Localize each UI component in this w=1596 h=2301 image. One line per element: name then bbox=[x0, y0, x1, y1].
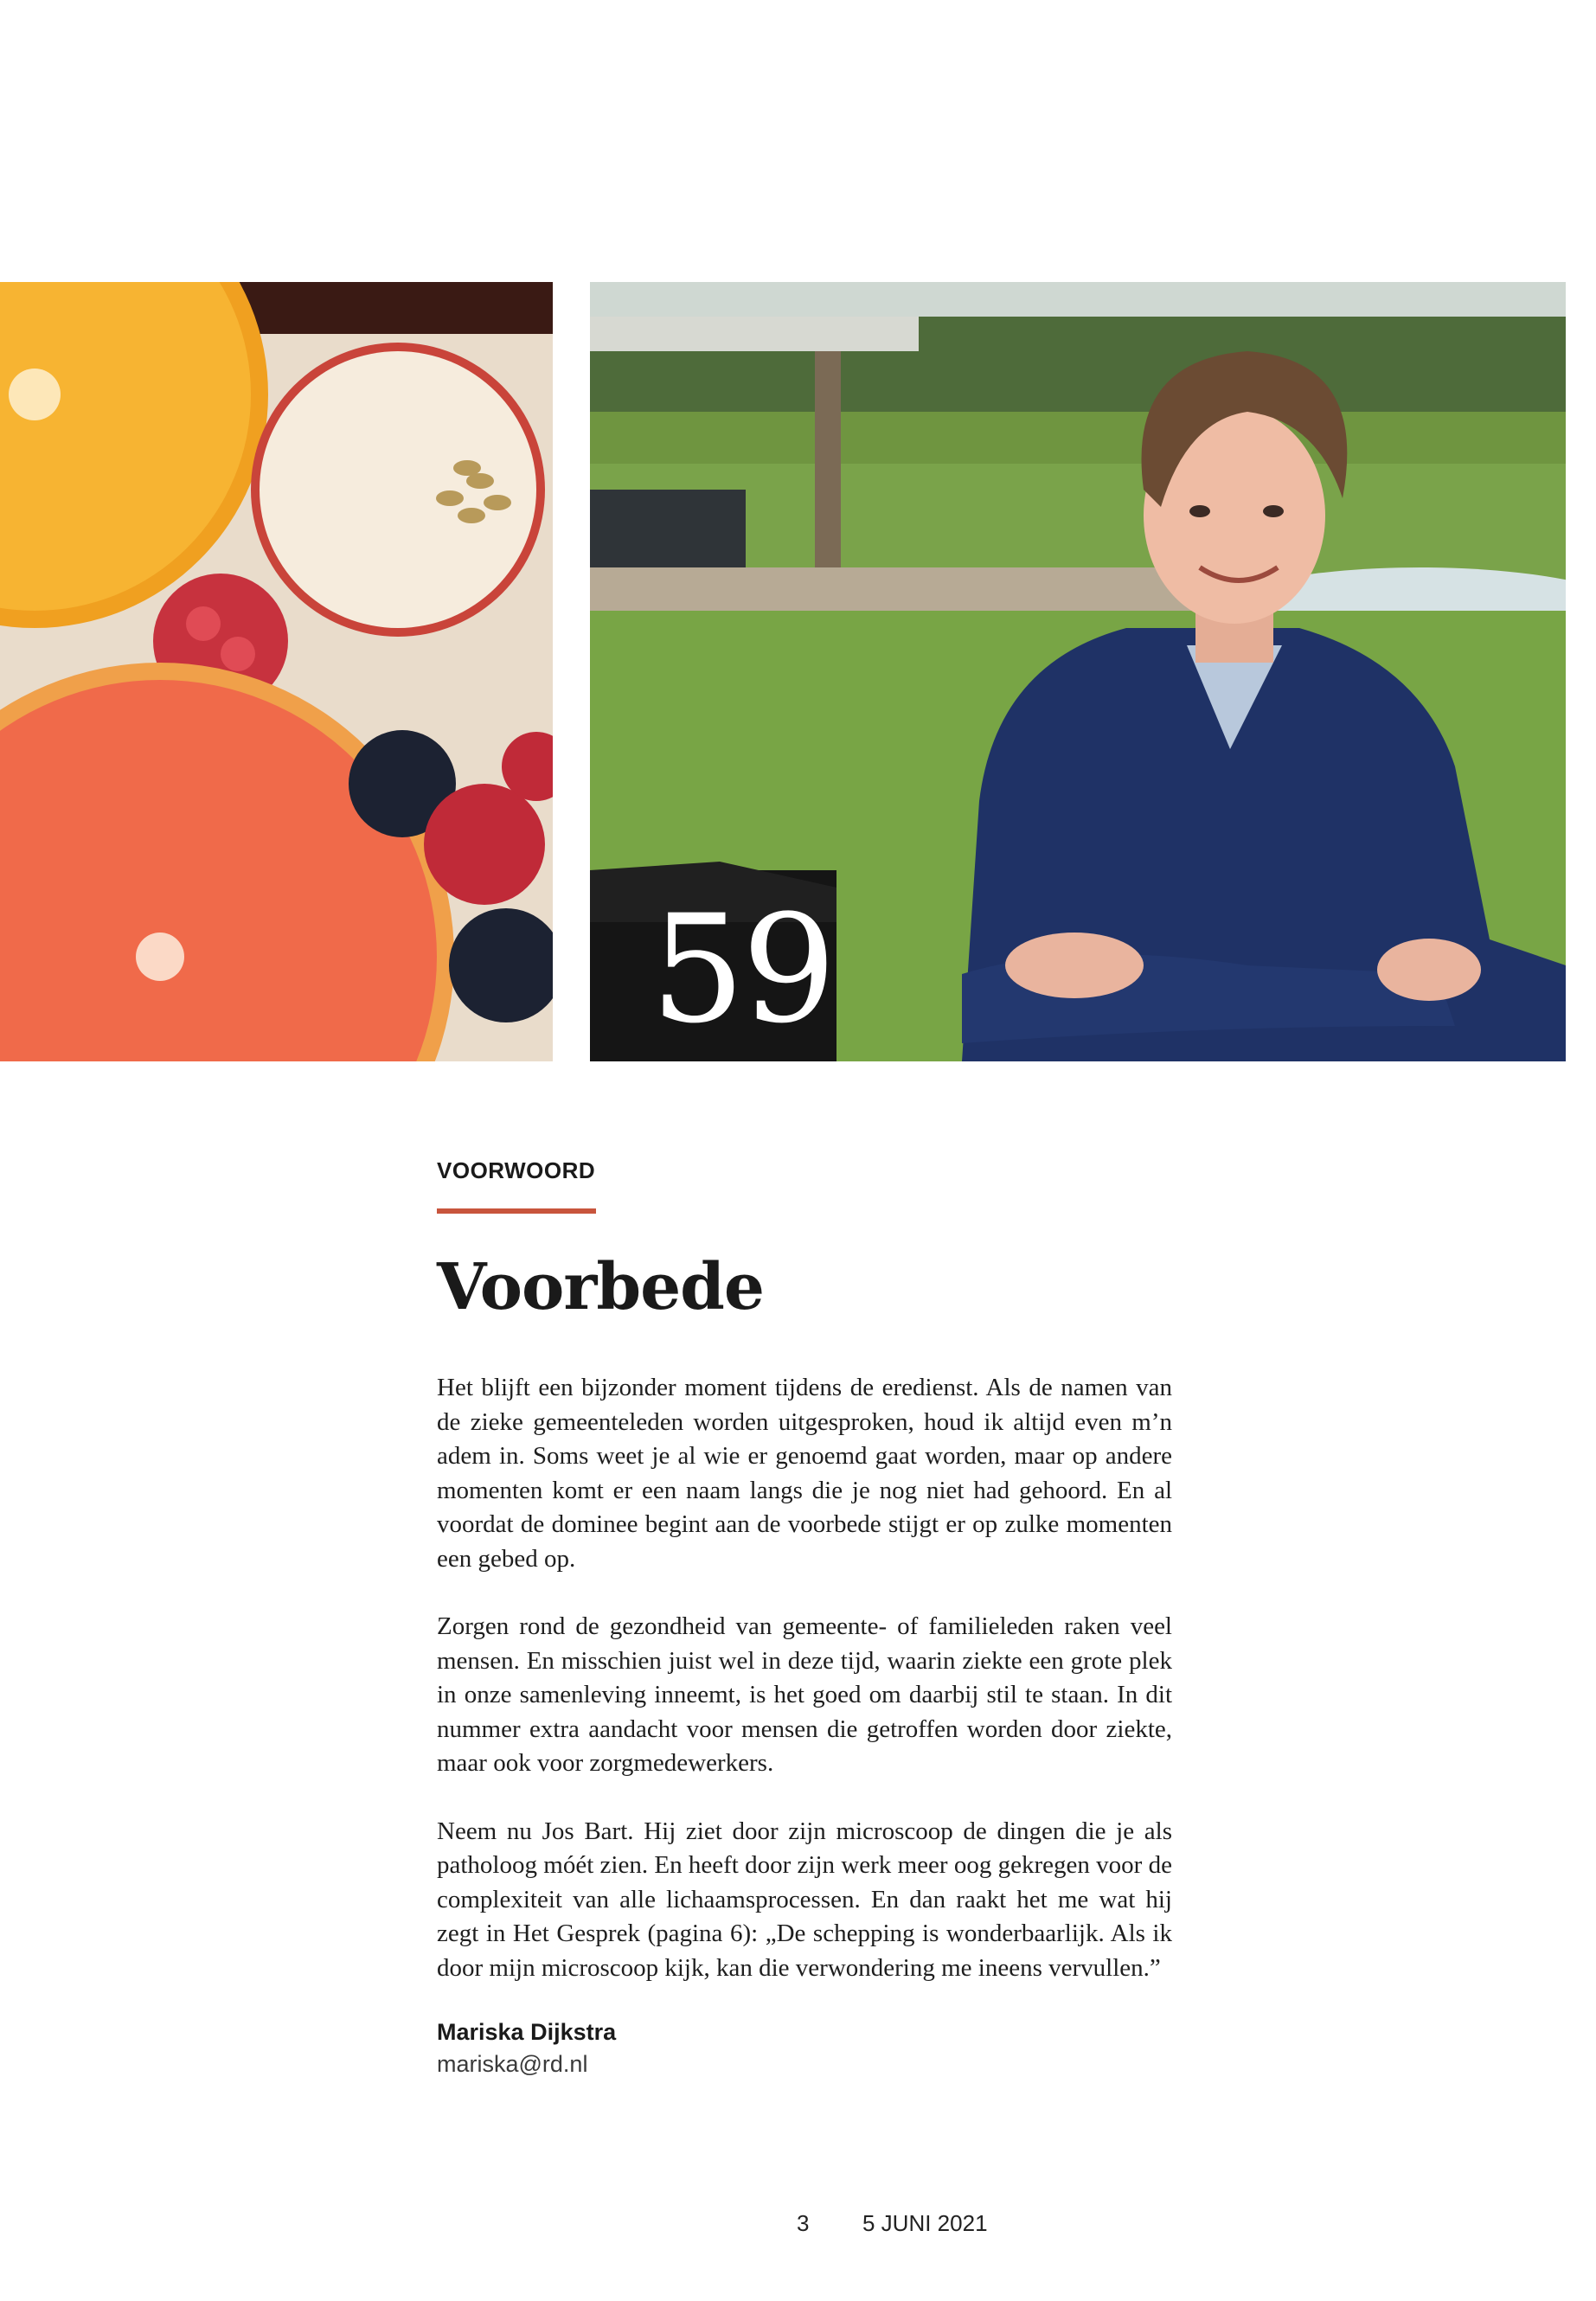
article bbox=[437, 1157, 1172, 2078]
issue-date: 5 JUNI 2021 bbox=[862, 2210, 988, 2236]
author-email[interactable]: mariska@rd.nl bbox=[437, 2051, 588, 2077]
body-paragraph: Het blijft een bijzonder moment tijdens de eredienst. Als de namen van de zieke gemeenteleden worden uitgesproken, houd ik altijd even m’n adem in. Soms weet je al wie er genoemd gaat worden, maar op andere momenten komt er een naam langs die je nog niet had gehoord. En al voordat de dominee begint aan de voorbede stijgt er op zulke momenten een gebed op. bbox=[437, 1374, 1172, 1573]
kicker-rule bbox=[437, 1208, 596, 1214]
article-body bbox=[437, 1371, 1172, 1985]
issue-number: 59 bbox=[651, 882, 833, 1056]
body-paragraph: Zorgen rond de gezondheid van gemeente- of familieleden raken veel mensen. En misschien juist wel in deze tijd, waarin ziekte een grote plek in onze samenleving inneemt, is het goed om daarbij stil te staan. In dit nummer extra aandacht voor mensen die getroffen worden door ziekte, maar ook voor zorgmedewerkers. bbox=[437, 1612, 1172, 1777]
section-kicker: VOORWOORD bbox=[437, 1157, 596, 1183]
article-title: Voorbede bbox=[437, 1250, 764, 1324]
fruit-photo-art bbox=[0, 282, 553, 1061]
fruit-photo bbox=[0, 282, 553, 1061]
page-number: 3 bbox=[797, 2210, 810, 2236]
author-name: Mariska Dijkstra bbox=[437, 2019, 617, 2045]
body-paragraph: Neem nu Jos Bart. Hij ziet door zijn microscoop de dingen die je als patholoog móét zien. En heeft door zijn werk meer oog gekregen voor de complexiteit van alle lichaamsprocessen. En dan raakt het me wat hij zegt in Het Gesprek (pagina 6): „De schepping is wonderbaarlijk. Als ik door mijn microscoop kijk, kan die verwondering me ineens vervullen.” bbox=[437, 1817, 1172, 1982]
